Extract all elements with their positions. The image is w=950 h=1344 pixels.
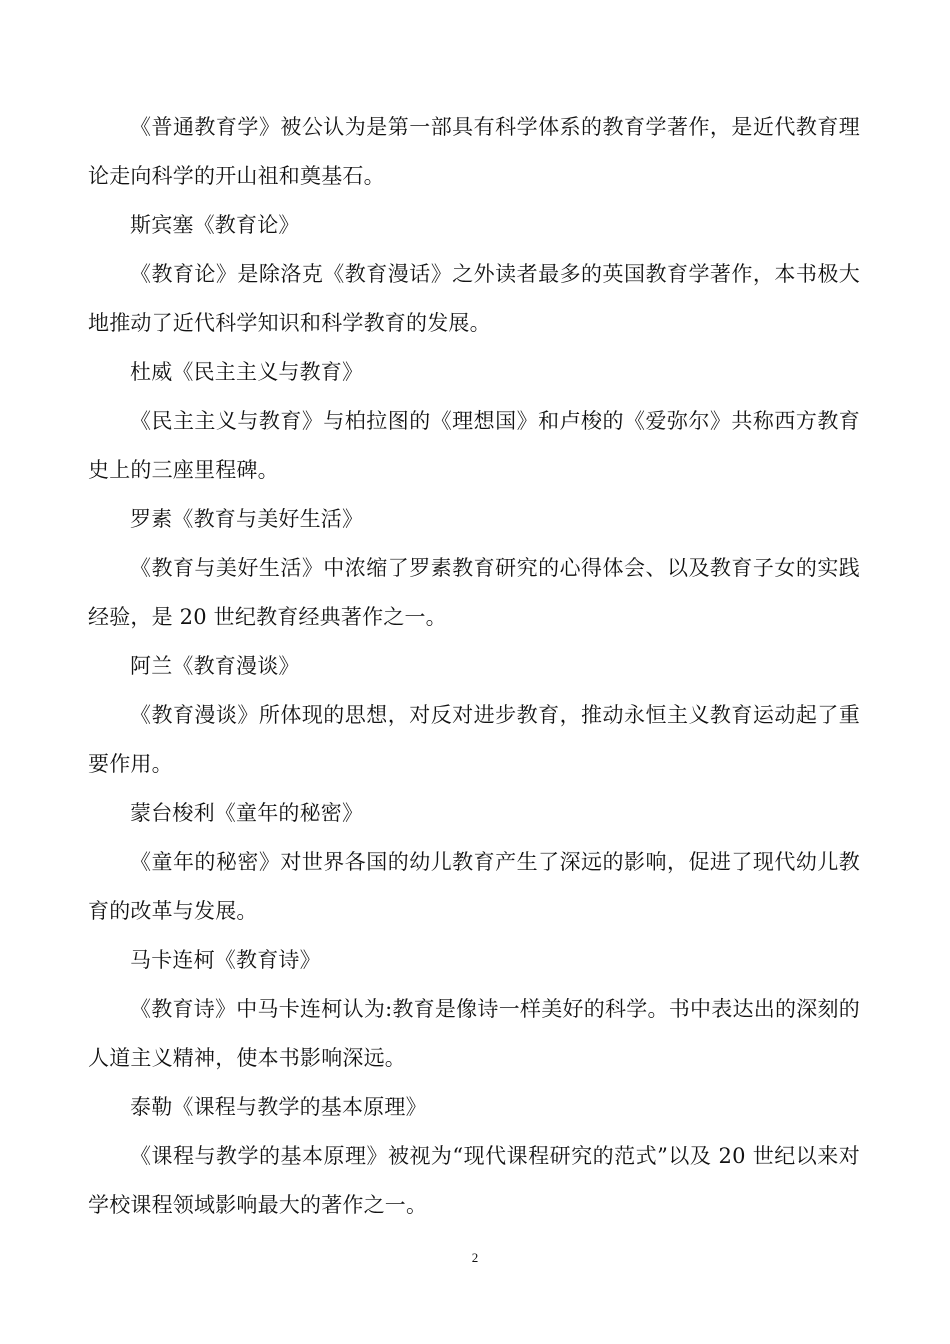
- heading-russell: 罗素《教育与美好生活》: [130, 507, 364, 531]
- paragraph-herbart: 《普通教育学》被公认为是第一部具有科学体系的教育学著作，是近代教育理论走向科学的开山祖和奠基石。: [88, 115, 860, 188]
- heading-makarenko: 马卡连柯《教育诗》: [130, 948, 321, 972]
- heading-dewey: 杜威《民主主义与教育》: [130, 360, 364, 384]
- heading-alain: 阿兰《教育漫谈》: [130, 654, 300, 678]
- heading-tyler: 泰勒《课程与教学的基本原理》: [130, 1095, 427, 1119]
- paragraph-dewey: 《民主主义与教育》与柏拉图的《理想国》和卢梭的《爱弥尔》共称西方教育史上的三座里程碑。: [88, 409, 860, 482]
- document-body: [88, 103, 860, 1230]
- heading-spencer: 斯宾塞《教育论》: [130, 213, 300, 237]
- paragraph-tyler: 《课程与教学的基本原理》被视为“现代课程研究的范式”以及 20 世纪以来对学校课程领域影响最大的著作之一。: [88, 1144, 860, 1217]
- heading-montessori: 蒙台梭利《童年的秘密》: [130, 801, 364, 825]
- page-number: 2: [471, 1250, 479, 1265]
- paragraph-makarenko: 《教育诗》中马卡连柯认为:教育是像诗一样美好的科学。书中表达出的深刻的人道主义精神，使本书影响深远。: [88, 997, 860, 1070]
- paragraph-spencer: 《教育论》是除洛克《教育漫话》之外读者最多的英国教育学著作，本书极大地推动了近代科学知识和科学教育的发展。: [88, 262, 860, 335]
- paragraph-alain: 《教育漫谈》所体现的思想，对反对进步教育，推动永恒主义教育运动起了重要作用。: [88, 703, 860, 776]
- paragraph-montessori: 《童年的秘密》对世界各国的幼儿教育产生了深远的影响，促进了现代幼儿教育的改革与发展。: [88, 850, 860, 923]
- paragraph-russell: 《教育与美好生活》中浓缩了罗素教育研究的心得体会、以及教育子女的实践经验，是 20 世纪教育经典著作之一。: [88, 556, 860, 629]
